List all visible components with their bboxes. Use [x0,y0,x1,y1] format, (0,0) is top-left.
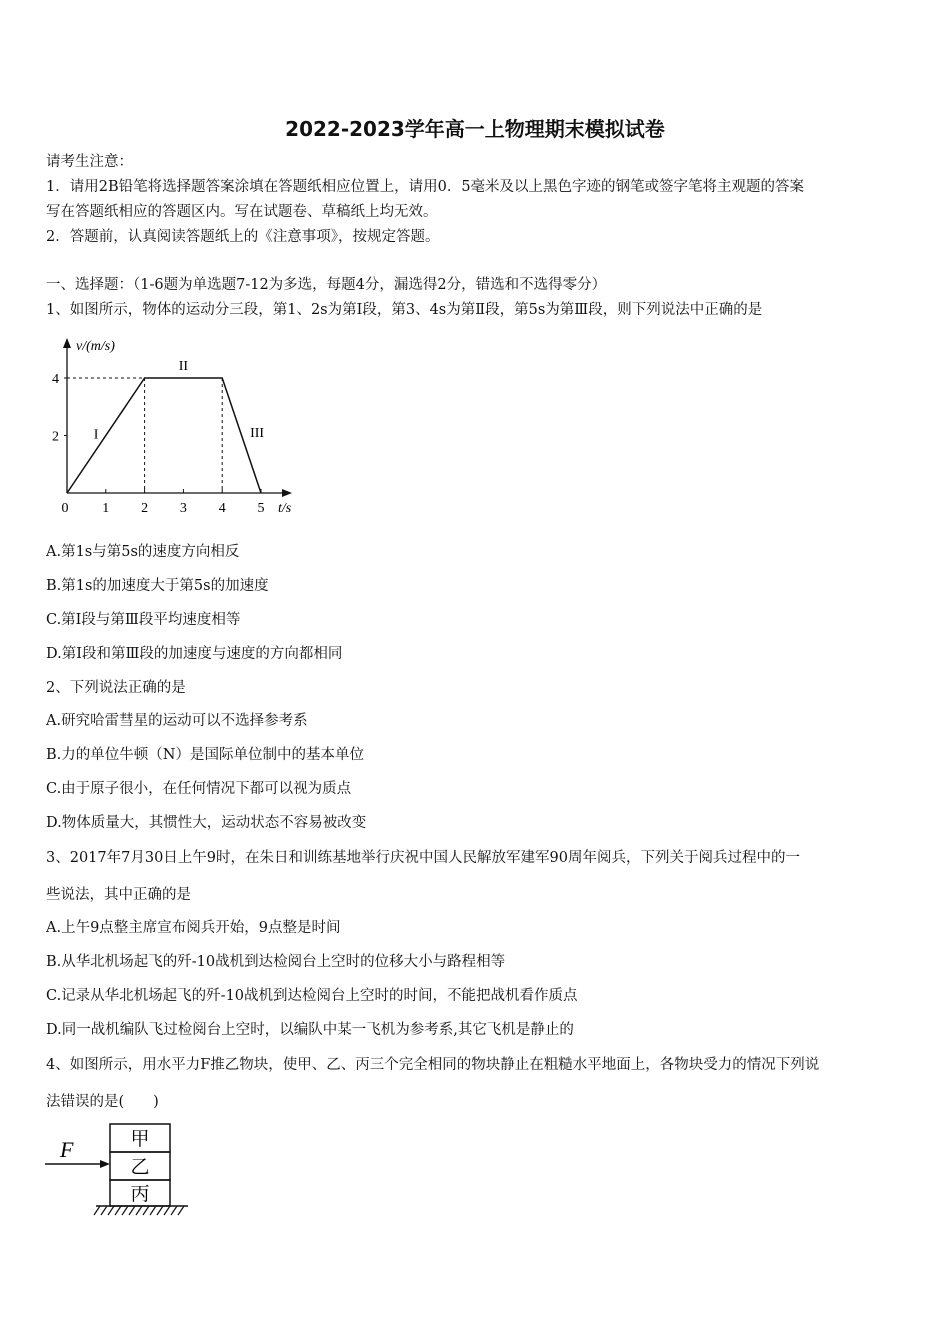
hatch-mark [150,1206,156,1215]
segment-label-III: III [250,425,265,441]
q3-option-d: D.同一战机编队飞过检阅台上空时，以编队中某一飞机为参考系,其它飞机是静止的 [46,1022,574,1038]
q3-stem-line1: 3、2017年7月30日上午9时，在朱日和训练基地举行庆祝中国人民解放军建军90周年阅兵，下列关于阅兵过程中的一 [46,850,800,866]
x-tick-label: 2 [141,501,149,516]
notice-heading: 请考生注意： [46,154,133,170]
q2-option-a: A.研究哈雷彗星的运动可以不选择参考系 [46,713,308,729]
hatch-mark [115,1206,121,1215]
force-label: F [60,1137,74,1162]
q1-stem: 1、如图所示，物体的运动分三段，第1、2s为第Ⅰ段，第3、4s为第Ⅱ段，第5s为第Ⅲ段，则下列说法中正确的是 [46,302,763,318]
hatch-mark [164,1206,170,1215]
x-tick-label: 5 [257,501,265,516]
hatch-mark [122,1206,128,1215]
x-tick-label: 0 [61,501,69,516]
x-tick-label: 1 [102,501,110,516]
q1-option-d: D.第Ⅰ段和第Ⅲ段的加速度与速度的方向都相同 [46,646,343,662]
y-tick-label: 2 [52,429,59,445]
notice-item2: 2．答题前，认真阅读答题纸上的《注意事项》，按规定答题。 [46,229,440,245]
q3-option-a: A.上午9点整主席宣布阅兵开始，9点整是时间 [46,920,341,936]
block-bottom-label: 丙 [130,1184,150,1205]
q2-option-d: D.物体质量大，其惯性大，运动状态不容易被改变 [46,815,367,831]
q1-option-b: B.第1s的加速度大于第5s的加速度 [46,578,269,594]
q3-stem-line2: 些说法，其中正确的是 [46,887,191,903]
q1-option-a: A.第1s与第5s的速度方向相反 [46,544,240,560]
hatch-mark [101,1206,107,1215]
vt-chart [46,332,306,524]
ground-hatching [94,1206,184,1215]
hatch-mark [94,1206,100,1215]
x-tick-label: 3 [179,501,187,516]
hatch-mark [171,1206,177,1215]
x-axis-arrow [282,489,292,497]
q4-stem-line1: 4、如图所示，用水平力F推乙物块，使甲、乙、丙三个完全相同的物块静止在粗糙水平地面上，各物块受力的情况下列说 [46,1057,820,1073]
y-tick-label: 4 [52,372,59,387]
notice-item1-line2: 写在答题纸相应的答题区内。写在试题卷、草稿纸上均无效。 [46,204,438,220]
notice-item1-line1: 1．请用2B铅笔将选择题答案涂填在答题纸相应位置上，请用0．5毫米及以上黑色字迹的钢笔或签字笔将主观题的答案 [46,179,805,195]
y-axis-arrow [63,338,71,348]
hatch-mark [143,1206,149,1215]
hatch-mark [129,1206,135,1215]
blocks-figure [40,1120,200,1220]
force-arrow-head [100,1160,110,1168]
q4-stem-line2: 法错误的是( ) [46,1094,159,1110]
hatch-mark [136,1206,142,1215]
section-heading: 一、选择题：（1-6题为单选题7-12为多选，每题4分，漏选得2分，错选和不选得零分） [46,277,607,293]
block-top-label: 甲 [130,1129,150,1150]
block-middle-label: 乙 [130,1157,150,1178]
x-tick-label: 4 [218,501,226,516]
q2-option-b: B.力的单位牛顿（N）是国际单位制中的基本单位 [46,747,364,763]
q1-option-c: C.第Ⅰ段与第Ⅲ段平均速度相等 [46,612,241,628]
segment-label-II: II [178,359,189,374]
hatch-mark [108,1206,114,1215]
q2-stem: 2、下列说法正确的是 [46,680,186,696]
segment-label-I: I [93,427,99,443]
y-axis-label: v/(m/s) [76,339,115,354]
q2-option-c: C.由于原子很小，在任何情况下都可以视为质点 [46,781,352,797]
q3-option-b: B.从华北机场起飞的歼-10战机到达检阅台上空时的位移大小与路程相等 [46,954,506,970]
x-axis-label: t/s [278,501,292,516]
q3-option-c: C.记录从华北机场起飞的歼-10战机到达检阅台上空时的时间，不能把战机看作质点 [46,988,578,1004]
page-title: 2022-2023学年高一上物理期末模拟试卷 [285,117,665,141]
hatch-mark [178,1206,184,1215]
hatch-mark [157,1206,163,1215]
